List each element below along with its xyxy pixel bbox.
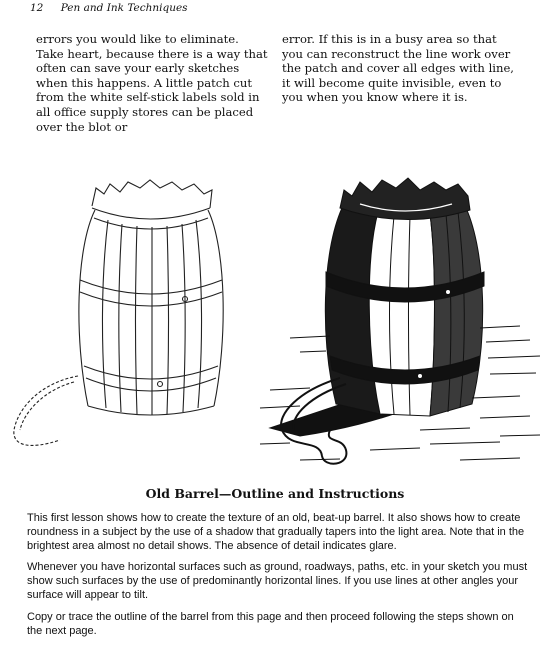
right-column-text: error. If this is in a busy area so that you can reconstruct the line work over the patch and cover all edges with line, it will become quite invisible, even to you when you know where it is. xyxy=(282,32,514,105)
text-column-left xyxy=(36,32,268,134)
barrel-outline-drawing xyxy=(14,180,223,445)
text-column-right xyxy=(282,32,514,105)
left-column-text: errors you would like to eliminate. Take heart, because there is a way that often can save your early sketches when this happens. A little patch cut from the white self-stick labels sold in all office supply stores can be placed over the blot or xyxy=(36,32,268,134)
body-paragraph: Copy or trace the outline of the barrel from this page and then proceed following the steps shown on the next page. xyxy=(27,610,514,637)
body-paragraph: This first lesson shows how to create the texture of an old, beat-up barrel. It also shows how to create roundness in a subject by the use of a shadow that gradually tapers into the light area. Note that in the brightest area almost no detail shows. The absence of detail indicates glare. xyxy=(27,512,525,552)
figure-caption: Old Barrel—Outline and Instructions xyxy=(145,486,405,501)
page-number: 12 xyxy=(30,2,44,14)
barrel-shaded-drawing xyxy=(260,178,540,464)
body-paragraph: Whenever you have horizontal surfaces such as ground, roadways, paths, etc. in your sketch you must show such surfaces by the use of predominantly horizontal lines. If you use lines at other angles your surface will appear to tilt. xyxy=(27,561,528,601)
barrel-illustration xyxy=(0,168,550,473)
running-header xyxy=(30,2,188,14)
running-title: Pen and Ink Techniques xyxy=(60,2,188,14)
instructions-body xyxy=(27,512,532,646)
